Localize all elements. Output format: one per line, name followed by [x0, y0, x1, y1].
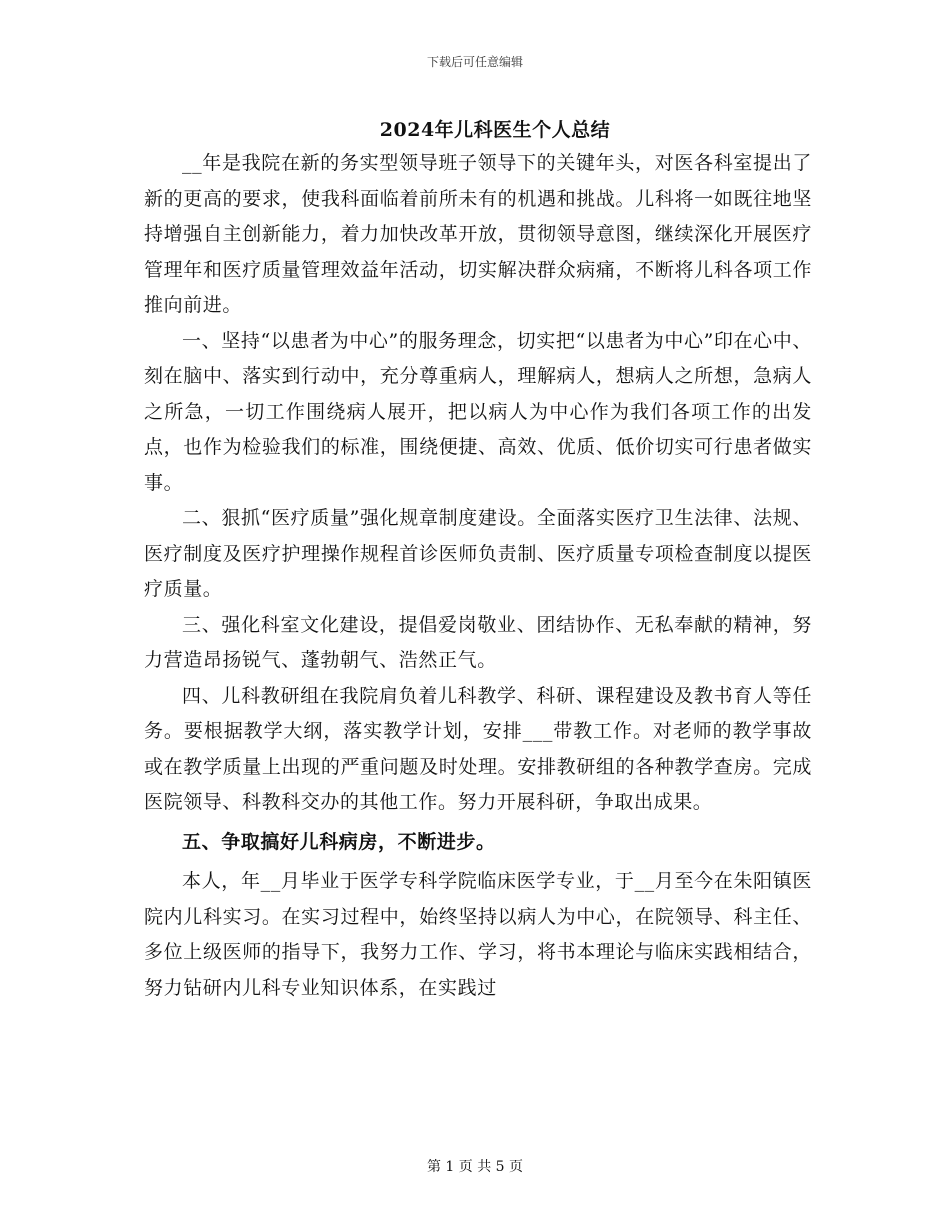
document-title: 2024年儿科医生个人总结 — [379, 119, 611, 141]
paragraph-section-4: 四、儿科教研组在我院肩负着儿科教学、科研、课程建设及教书育人等任务。要根据教学大纲，落实教学计划，安排___带教工作。对老师的教学事故或在教学质量上出现的严重问题及时处理。安排教研组的各种教学查房。完成医院领导、科教科交办的其他工作。努力开展科研，争取出成果。 — [144, 684, 812, 813]
section-heading-5: 五、争取搞好儿科病房，不断进步。 — [182, 830, 496, 853]
header-note: 下载后可任意编辑 — [426, 55, 523, 69]
paragraph-intro: __年是我院在新的务实型领导班子领导下的关键年头，对医各科室提出了新的更高的要求，使我科面临着前所未有的机遇和挑战。儿科将一如既往地坚持增强自主创新能力，着力加快改革开放，贯彻领导意图，继续深化开展医疗管理年和医疗质量管理效益年活动，切实解决群众病痛，不断将儿科各项工作推向前进。 — [144, 152, 812, 316]
paragraph-personal: 本人，年__月毕业于医学专科学院临床医学专业，于__月至今在朱阳镇医院内儿科实习。在实习过程中，始终坚持以病人为中心，在院领导、科主任、多位上级医师的指导下，我努力工作、学习，将书本理论与临床实践相结合，努力钻研内儿科专业知识体系，在实践过 — [144, 870, 812, 999]
paragraph-section-2: 二、狠抓“医疗质量”强化规章制度建设。全面落实医疗卫生法律、法规、医疗制度及医疗护理操作规程首诊医师负责制、医疗质量专项检查制度以提医疗质量。 — [144, 507, 812, 600]
page-footer: 第 1 页 共 5 页 — [426, 1159, 524, 1175]
paragraph-section-3: 三、强化科室文化建设，提倡爱岗敬业、团结协作、无私奉献的精神，努力营造昂扬锐气、蓬勃朝气、浩然正气。 — [144, 613, 812, 671]
document-body — [144, 146, 812, 1006]
paragraph-section-1: 一、坚持“以患者为中心”的服务理念，切实把“以患者为中心”印在心中、刻在脑中、落实到行动中，充分尊重病人，理解病人，想病人之所想，急病人之所急，一切工作围绕病人展开，把以病人为中心作为我们各项工作的出发点，也作为检验我们的标准，围绕便捷、高效、优质、低价切实可行患者做实事。 — [144, 329, 812, 494]
